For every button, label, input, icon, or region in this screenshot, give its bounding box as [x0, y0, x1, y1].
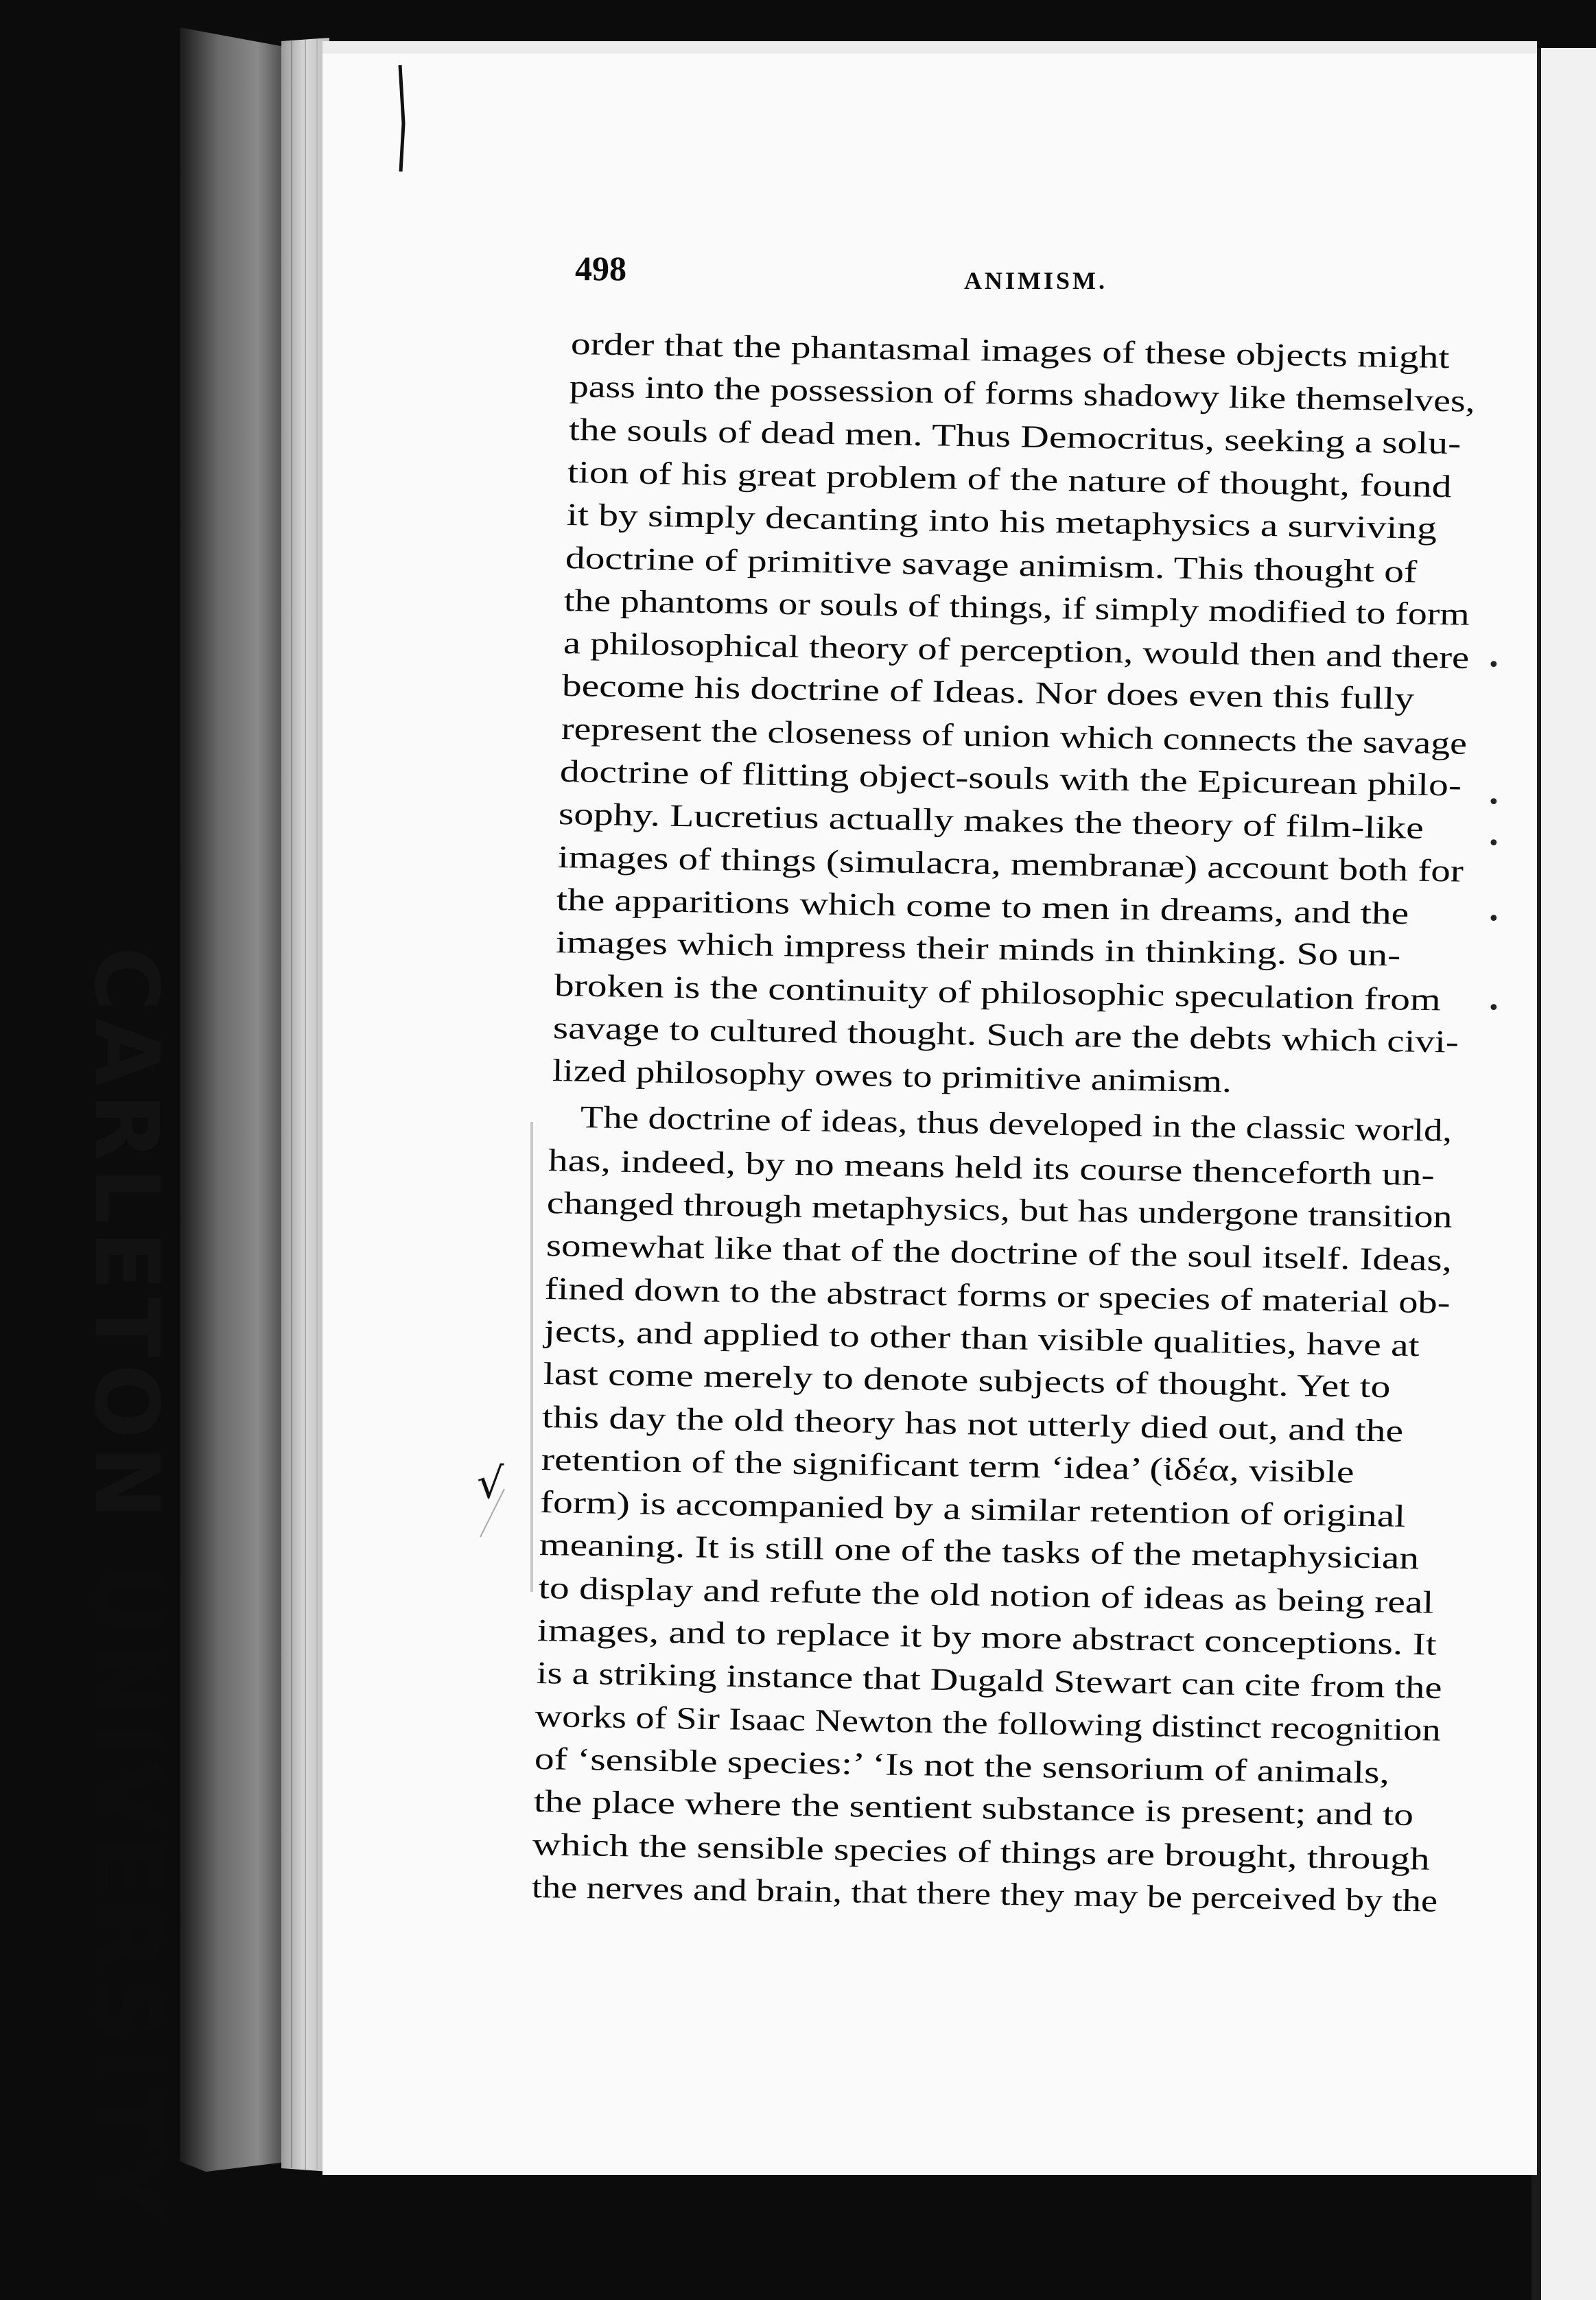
- text-line: pass into the possession of forms shadowy like themselves,: [569, 368, 1476, 419]
- edge-mark: •: [1488, 790, 1500, 814]
- text-line: last come merely to denote subjects of thought. Yet to: [543, 1356, 1391, 1405]
- text-line: meaning. It is still one of the tasks of the metaphysician: [539, 1527, 1420, 1576]
- text-line: a philosophical theory of perception, would then and there: [563, 625, 1470, 675]
- text-line: lized philosophy owes to primitive animism.: [552, 1053, 1232, 1099]
- text-line: has, indeed, by no means held its course thenceforth un-: [548, 1142, 1435, 1193]
- text-line: is a striking instance that Dugald Stewart can cite from the: [536, 1655, 1442, 1706]
- edge-mark: •: [1488, 996, 1500, 1020]
- text-line: represent the closeness of union which connects the savage: [561, 710, 1467, 761]
- text-line: images which impress their minds in thinking. So un-: [555, 924, 1401, 973]
- text-line: form) is accompanied by a similar retention of original: [539, 1484, 1407, 1534]
- page-number: 498: [575, 249, 626, 288]
- text-line: it by simply decanting into his metaphysics a surviving: [566, 497, 1437, 546]
- text-line: jects, and applied to other than visible qualities, have at: [543, 1313, 1420, 1363]
- text-line: retention of the significant term ‘idea’ (ἰδέα, visible: [541, 1441, 1354, 1490]
- text-line: sophy. Lucretius actually makes the theory of film-like: [558, 796, 1424, 846]
- text-line: savage to cultured thought. Such are the debts which civi-: [552, 1009, 1459, 1059]
- text-line: which the sensible species of things are brought, through: [532, 1826, 1431, 1877]
- edge-mark: •: [1488, 907, 1500, 931]
- text-line: works of Sir Isaac Newton the following distinct recognition: [535, 1698, 1442, 1748]
- text-line: somewhat like that of the doctrine of the soul itself. Ideas,: [545, 1228, 1453, 1278]
- text-line: the nerves and brain, that there they may be perceived by the: [531, 1868, 1438, 1918]
- edge-mark: •: [1488, 653, 1500, 677]
- spine-library-stamp: [75, 947, 177, 2225]
- text-line: images of things (simulacra, membranæ) account both for: [557, 838, 1464, 889]
- text-line: changed through metaphysics, but has undergone transition: [546, 1185, 1453, 1234]
- text-line: the phantoms or souls of things, if simply modified to form: [563, 582, 1470, 632]
- text-line: images, and to replace it by more abstract conceptions. It: [537, 1612, 1437, 1662]
- text-line: the place where the sentient substance is present; and to: [533, 1783, 1413, 1833]
- edge-mark: •: [1488, 832, 1500, 856]
- text-line: broken is the continuity of philosophic speculation from: [554, 967, 1442, 1017]
- running-head: ANIMISM.: [964, 267, 1107, 294]
- text-line: tion of his great problem of the nature of thought, found: [567, 454, 1453, 504]
- spine-stamp-visible: CARLETON: [75, 947, 177, 1526]
- text-line: fined down to the abstract forms or species of material ob-: [544, 1270, 1451, 1320]
- text-line: become his doctrine of Ideas. Nor does even this fully: [561, 668, 1415, 716]
- text-line: this day the old theory has not utterly died out, and the: [541, 1398, 1404, 1448]
- text-line: doctrine of primitive savage animism. This thought of: [565, 539, 1418, 589]
- text-line: the souls of dead men. Thus Democritus, seeking a solu-: [568, 411, 1462, 461]
- paragraph-start-line: The doctrine of ideas, thus developed in the classic world,: [580, 1099, 1453, 1149]
- text-line: doctrine of flitting object-souls with the Epicurean philo-: [559, 753, 1462, 803]
- text-line: order that the phantasmal images of these objects might: [570, 326, 1450, 375]
- text-line: of ‘sensible species:’ ‘Is not the sensorium of animals,: [534, 1740, 1390, 1790]
- spine-stamp-faded: UNIVERSITY: [75, 1563, 177, 2225]
- margin-check-mark: √: [477, 1458, 504, 1508]
- text-line: the apparitions which come to men in dreams, and the: [556, 881, 1409, 931]
- text-line: to display and refute the old notion of ideas as being real: [538, 1569, 1434, 1620]
